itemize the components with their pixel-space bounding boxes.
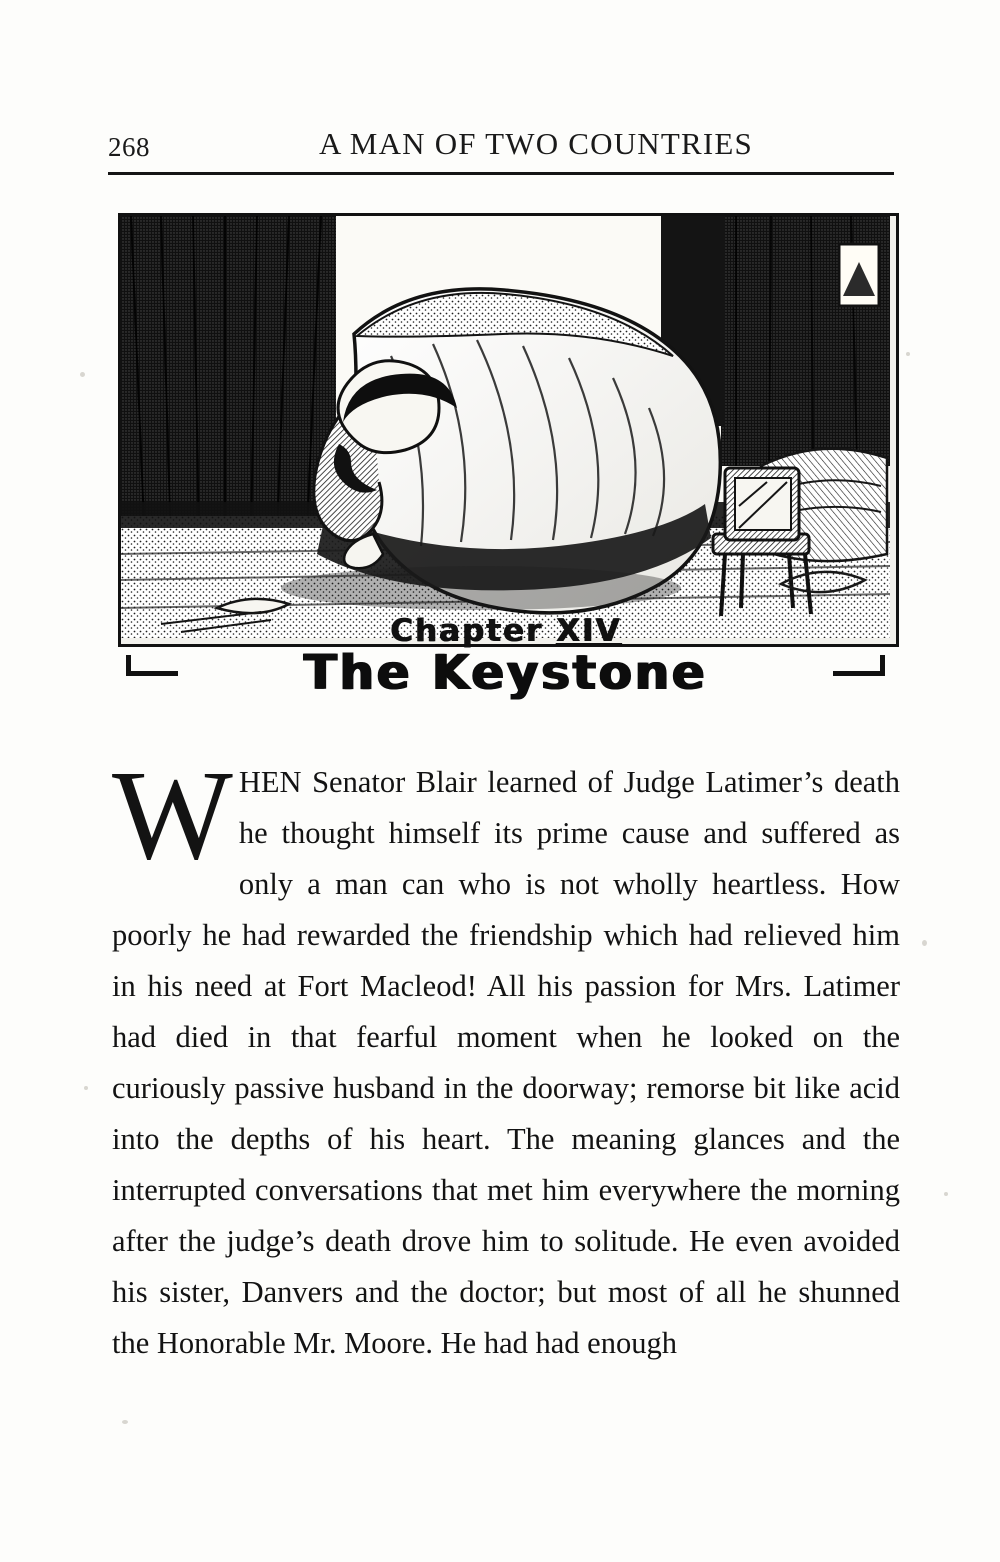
chapter-roman-numeral: XIV	[555, 613, 622, 649]
scan-speck	[122, 1420, 128, 1424]
scan-speck	[80, 372, 85, 377]
flourish-right-icon	[833, 671, 885, 676]
scan-speck	[84, 1086, 88, 1090]
illustration-engraving	[121, 216, 890, 638]
chapter-label: Chapter	[389, 613, 543, 649]
chapter-headpiece	[118, 213, 893, 703]
scan-speck	[906, 352, 910, 356]
chapter-number-line	[118, 613, 893, 649]
scan-speck	[944, 1192, 948, 1196]
running-head	[108, 122, 894, 174]
chapter-title: The Keystone	[303, 645, 708, 701]
running-title: A MAN OF TWO COUNTRIES	[318, 126, 754, 161]
page-number: 268	[108, 132, 150, 162]
paragraph-1: HEN Senator Blair learned of Judge Latimer’s death he thought himself its prime cause and suffered as only a man can who is not wholly heartless. How poorly he had rewarded the friendship which had relieved him in his need at Fort Macleod! All his passion for Mrs. Latimer had died in that fearful moment when he looked on the curiously passive husband in the doorway; remorse bit like acid into the depths of his heart. The meaning glances and the interrupted conversations that met him everywhere the morning after the judge’s death drove him to solitude. He even avoided his sister, Danvers and the doctor; but most of all he shunned the Honorable Mr. Moore. He had had enough	[112, 765, 900, 1360]
illustration-frame	[118, 213, 899, 647]
header-rule	[108, 172, 894, 175]
body-text	[112, 744, 900, 1369]
scan-speck	[922, 940, 927, 946]
drop-cap: W	[112, 744, 233, 886]
